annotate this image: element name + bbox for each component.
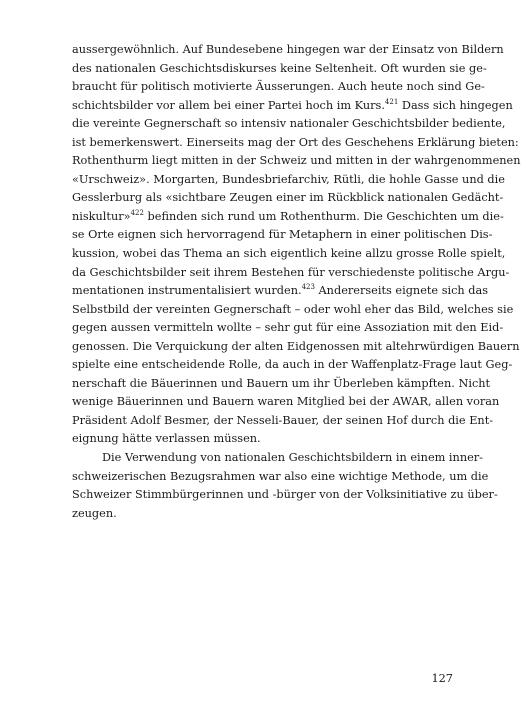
text-segment: gegen aussen vermitteln wollte – sehr gut für eine Assoziation mit den Eid- — [72, 321, 504, 335]
text-segment: befinden sich rund um Rothenthurm. Die Geschichten um die- — [143, 209, 504, 223]
text-line — [72, 301, 514, 320]
text-line — [72, 486, 498, 505]
text-line — [72, 264, 510, 283]
text-segment: wenige Bäuerinnen und Bauern waren Mitglied bei der AWAR, allen voran — [72, 395, 500, 409]
text-segment: schichtsbilder vor allem bei einer Partei hoch im Kurs. — [72, 98, 385, 112]
paragraph-1 — [72, 41, 521, 449]
text-segment: die vereinte Gegnerschaft so intensiv nationaler Geschichtsbilder bediente, — [72, 117, 506, 131]
text-segment: schweizerischen Bezugsrahmen war also eine wichtige Methode, um die — [72, 469, 489, 483]
text-line — [72, 468, 489, 487]
text-segment: genossen. Die Verquickung der alten Eidgenossen mit altehrwürdigen Bauern — [72, 339, 520, 353]
text-segment: braucht für politisch motivierte Äusserungen. Auch heute noch sind Ge- — [72, 80, 485, 94]
text-line — [72, 60, 487, 79]
text-segment: aussergewöhnlich. Auf Bundesebene hingegen war der Einsatz von Bildern — [72, 43, 504, 56]
text-line — [72, 78, 485, 97]
text-segment: Rothenthurm liegt mitten in der Schweiz und mitten in der wahrgenommenen — [72, 154, 521, 168]
paragraph-2 — [72, 449, 498, 523]
text-segment: Dass sich hingegen — [398, 98, 513, 112]
text-segment: spielte eine entscheidende Rolle, da auch in der Waffenplatz-Frage laut Geg- — [72, 358, 513, 372]
footnote-marker: 423 — [301, 283, 315, 292]
text-line — [72, 449, 483, 468]
text-line — [72, 171, 505, 190]
text-line — [72, 412, 494, 431]
text-segment: se Orte eignen sich hervorragend für Metaphern in einer politischen Dis- — [72, 228, 493, 242]
text-line — [72, 338, 520, 357]
text-line — [72, 208, 504, 227]
text-line — [72, 152, 521, 171]
text-line — [72, 505, 453, 524]
page-number: 127 — [431, 672, 453, 685]
text-line — [72, 189, 504, 208]
text-segment: Schweizer Stimmbürgerinnen und -bürger von der Volksinitiative zu über- — [72, 488, 498, 502]
text-segment: «Urschweiz». Morgarten, Bundesbriefarchiv, Rütli, die hohle Gasse und die — [72, 172, 505, 186]
text-line — [72, 134, 519, 153]
text-segment: eignung hätte verlassen müssen. — [72, 432, 261, 446]
text-segment: zeugen. — [72, 506, 117, 520]
body-text — [72, 41, 521, 523]
text-segment: da Geschichtsbilder seit ihrem Bestehen für verschiedenste politische Argu- — [72, 265, 510, 279]
text-line — [72, 356, 513, 375]
text-segment: Die Verwendung von nationalen Geschichtsbildern in einem inner- — [102, 451, 483, 465]
text-segment: Selbstbild der vereinten Gegnerschaft – oder wohl eher das Bild, welches sie — [72, 302, 514, 316]
text-line — [72, 226, 493, 245]
footnote-marker: 422 — [130, 209, 144, 218]
text-line — [72, 97, 513, 116]
text-segment: des nationalen Geschichtsdiskurses keine Seltenheit. Oft wurden sie ge- — [72, 61, 487, 75]
text-line — [72, 115, 506, 134]
text-line — [72, 245, 506, 264]
text-segment: niskultur» — [72, 209, 131, 223]
text-segment: Andererseits eignete sich das — [314, 284, 489, 298]
text-segment: ist bemerkenswert. Einerseits mag der Ort des Geschehens Erklärung bieten: — [72, 135, 519, 149]
text-line — [72, 41, 504, 60]
text-line — [72, 393, 500, 412]
text-segment: mentationen instrumentalisiert wurden. — [72, 284, 302, 298]
text-segment: Gesslerburg als «sichtbare Zeugen einer im Rückblick nationalen Gedächt- — [72, 191, 504, 205]
text-segment: kussion, wobei das Thema an sich eigentlich keine allzu grosse Rolle spielt, — [72, 247, 506, 261]
text-line — [72, 430, 453, 449]
text-line — [72, 319, 504, 338]
text-segment: Präsident Adolf Besmer, der Nesseli-Bauer, der seinen Hof durch die Ent- — [72, 413, 494, 427]
text-line — [72, 375, 491, 394]
text-line — [72, 282, 489, 301]
footnote-marker: 421 — [384, 97, 399, 106]
text-segment: nerschaft die Bäuerinnen und Bauern um ihr Überleben kämpften. Nicht — [72, 376, 491, 390]
